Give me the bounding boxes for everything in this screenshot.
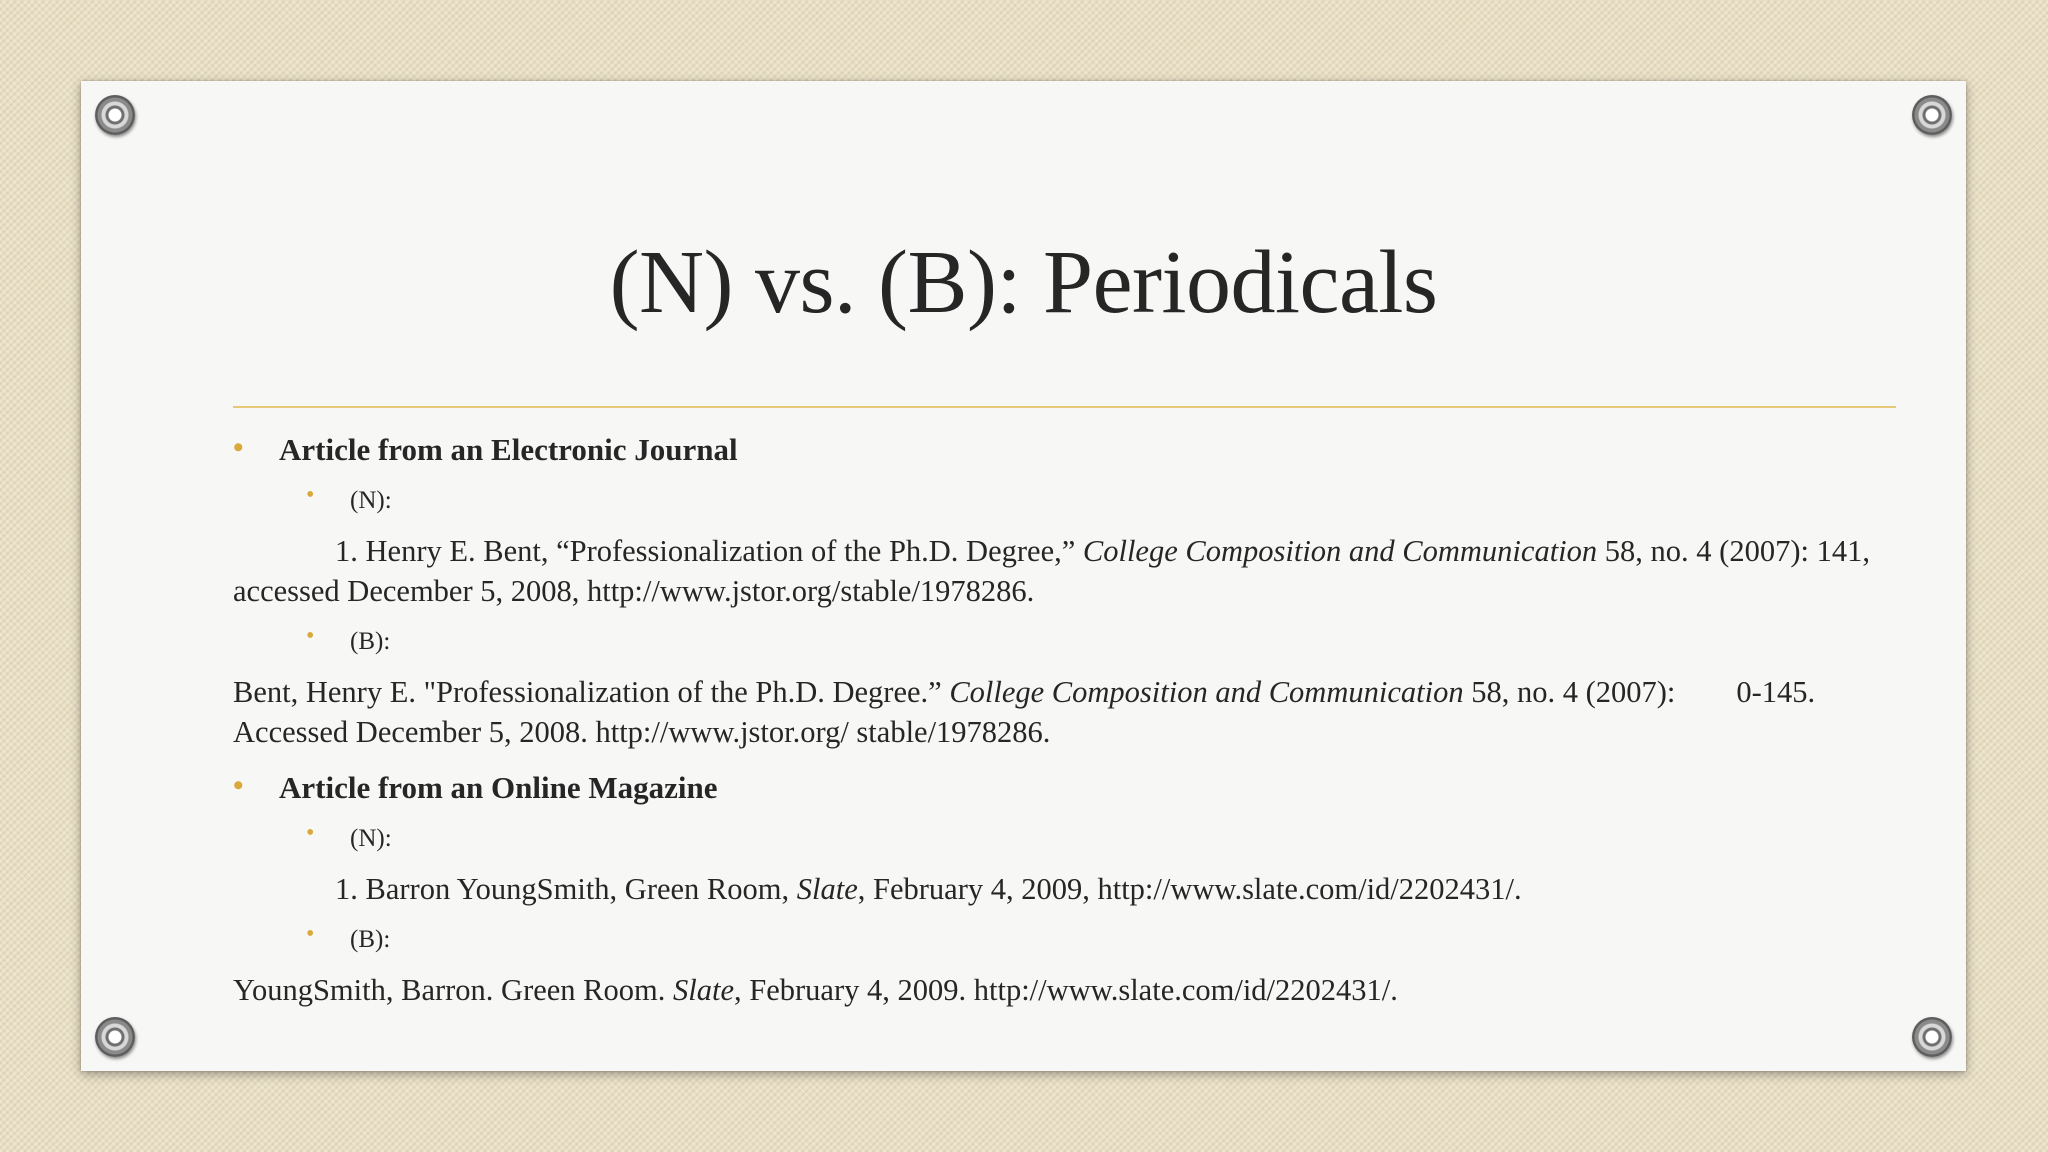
bullet-icon: • (233, 769, 244, 802)
grommet-bottom-left-icon (95, 1017, 135, 1057)
bib-label: (B): (350, 926, 391, 953)
bullet-icon: • (306, 921, 315, 947)
section-heading-electronic-journal (233, 430, 1903, 470)
section-heading-label: Article from an Online Magazine (279, 770, 718, 805)
slide-card (81, 81, 1966, 1071)
note-citation-magazine: 1. Barron YoungSmith, Green Room, Slate, February 4, 2009, http://www.slate.com/id/2202431/. (335, 872, 1522, 906)
bib-label-item (233, 622, 1903, 662)
note-citation-journal: 1. Henry E. Bent, “Professionalization of the Ph.D. Degree,” College Composition and Communication 58, no. 4 (2007): 141, accessed December 5, 2008, http://www.jstor.org/stable/1978286. (233, 534, 1870, 608)
bib-label-item (233, 920, 1903, 960)
grommet-top-right-icon (1912, 95, 1952, 135)
bullet-icon: • (306, 820, 315, 846)
slide-body (233, 414, 1903, 1010)
section-heading-online-magazine (233, 768, 1903, 808)
note-label-item (233, 481, 1903, 521)
bib-citation-journal: Bent, Henry E. "Professionalization of the Ph.D. Degree.” College Composition and Communication 58, no. 4 (2007): 0-145. Accessed December 5, 2008. http://www.jstor.org/ stable/1978286. (233, 675, 1822, 749)
title-divider (233, 406, 1896, 408)
bullet-icon: • (306, 623, 315, 649)
grommet-top-left-icon (95, 95, 135, 135)
note-label: (N): (350, 487, 392, 514)
bullet-icon: • (233, 431, 244, 464)
note-label: (N): (350, 825, 392, 852)
grommet-bottom-right-icon (1912, 1017, 1952, 1057)
bullet-icon: • (306, 482, 315, 508)
section-heading-label: Article from an Electronic Journal (279, 432, 738, 467)
slide-title: (N) vs. (B): Periodicals (609, 233, 1438, 332)
bib-label: (B): (350, 628, 391, 655)
note-label-item (233, 819, 1903, 859)
bib-citation-magazine: YoungSmith, Barron. Green Room. Slate, February 4, 2009. http://www.slate.com/id/2202431/. (233, 973, 1398, 1007)
